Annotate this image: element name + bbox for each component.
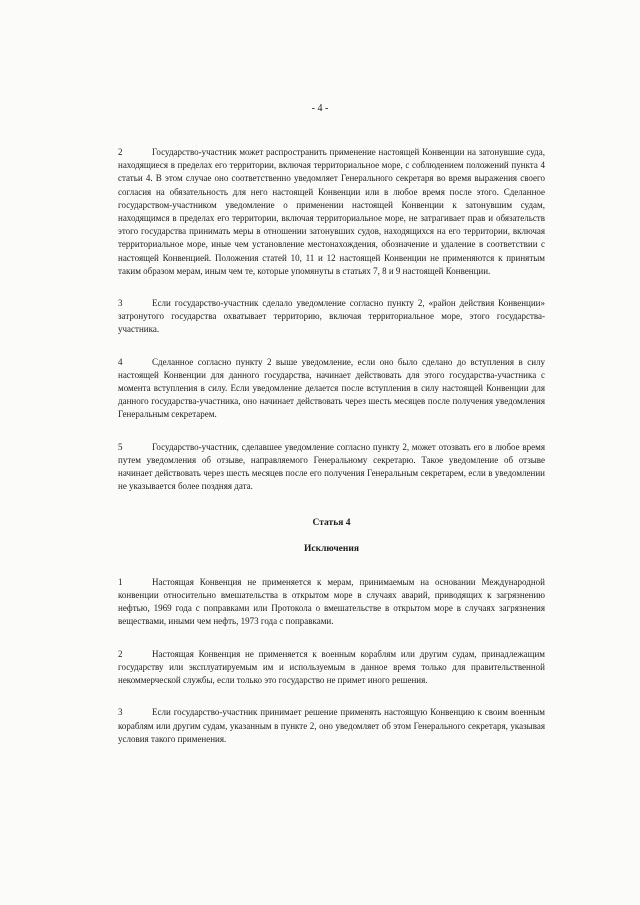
paragraph-number: 5 [118,441,123,452]
paragraph-text: Если государство-участник сделало уведомление согласно пункту 2, «район действия Конвенции» затронутого государства охватывает территорию, включая территориальное море, этого государства-участника. [118,298,545,335]
paragraph-text: Государство-участник, сделавшее уведомление согласно пункту 2, может отозвать его в любое время путем уведомления об отзыве, направляемого Генеральному секретарю. Такое уведомление об отзыве начинает действовать через шесть месяцев после его получения Генеральным секретарем, если в уведомлении не указывается более поздняя дата. [118,441,545,492]
paragraph-art4-3 [118,706,545,746]
paragraph-number: 3 [118,298,123,309]
page-number: - 4 - [311,103,329,114]
paragraph-art4-2 [118,648,545,688]
paragraph-number: 3 [118,707,123,718]
article-subheading: Исключения [304,543,359,554]
article-heading: Статья 4 [312,518,351,529]
paragraph-text: Сделанное согласно пункту 2 выше уведомление, если оно было сделано до вступления в силу настоящей Конвенции для данного государства, начинает действовать для этого государства-участника с момента вступления в силу. Если уведомление делается после вступления в силу настоящей Конвенции для данного государства-участника, оно начинает действовать через шесть месяцев после получения уведомления Генеральным секретарем. [118,356,545,420]
paragraph-art4-1 [118,576,545,629]
paragraph-art3-3 [118,297,545,337]
paragraph-text: Настоящая Конвенция не применяется к мерам, принимаемым на основании Международной конвенции относительно вмешательства в открытом море в случаях аварий, приводящих к загрязнению нефтью, 1969 года с поправками или Протокола о вмешательстве в открытом море в случаях загрязнения веществами, иными чем нефть, 1973 года с поправками. [118,576,545,627]
document-body [118,146,545,765]
paragraph-number: 2 [118,648,123,659]
paragraph-number: 1 [118,576,123,587]
paragraph-art3-2 [118,146,545,278]
paragraph-art3-4 [118,356,545,422]
paragraph-number: 4 [118,356,123,367]
paragraph-text: Государство-участник может распространить применение настоящей Конвенции на затонувшие суда, находящиеся в пределах его территории, включая территориальное море, с соблюдением положений пункта 4 статьи 4. В этом случае оно соответственно уведомляет Генерального секретаря во время выражения своего согласия на обязательность для него настоящей Конвенции или в любое время после этого. Сделанное государством-участником уведомление о применении настоящей Конвенции к затонувшим судам, находящимся в пределах его территории, включая территориальное море, не затрагивает прав и обязательств этого государства принимать меры в отношении затонувших судов, находящихся на его территории, включая территориальное море, иные чем установление местонахождения, обозначение и удаление в соответствии с настоящей Конвенцией. Положения статей 10, 11 и 12 настоящей Конвенции не применяются к принятым таким образом мерам, иным чем те, которые упомянуты в статьях 7, 8 и 9 настоящей Конвенции. [118,147,545,276]
paragraph-art3-5 [118,441,545,494]
paragraph-number: 2 [118,147,123,157]
paragraph-text: Если государство-участник принимает решение применять настоящую Конвенцию к своим военным кораблям или другим судам, указанным в пункте 2, оно уведомляет об этом Генерального секретаря, указывая условия такого применения. [118,707,545,744]
paragraph-text: Настоящая Конвенция не применяется к военным кораблям или другим судам, принадлежащим государству или эксплуатируемым им и используемым в данное время только для правительственной некоммерческой службы, если только это государство не примет иного решения. [118,648,545,686]
